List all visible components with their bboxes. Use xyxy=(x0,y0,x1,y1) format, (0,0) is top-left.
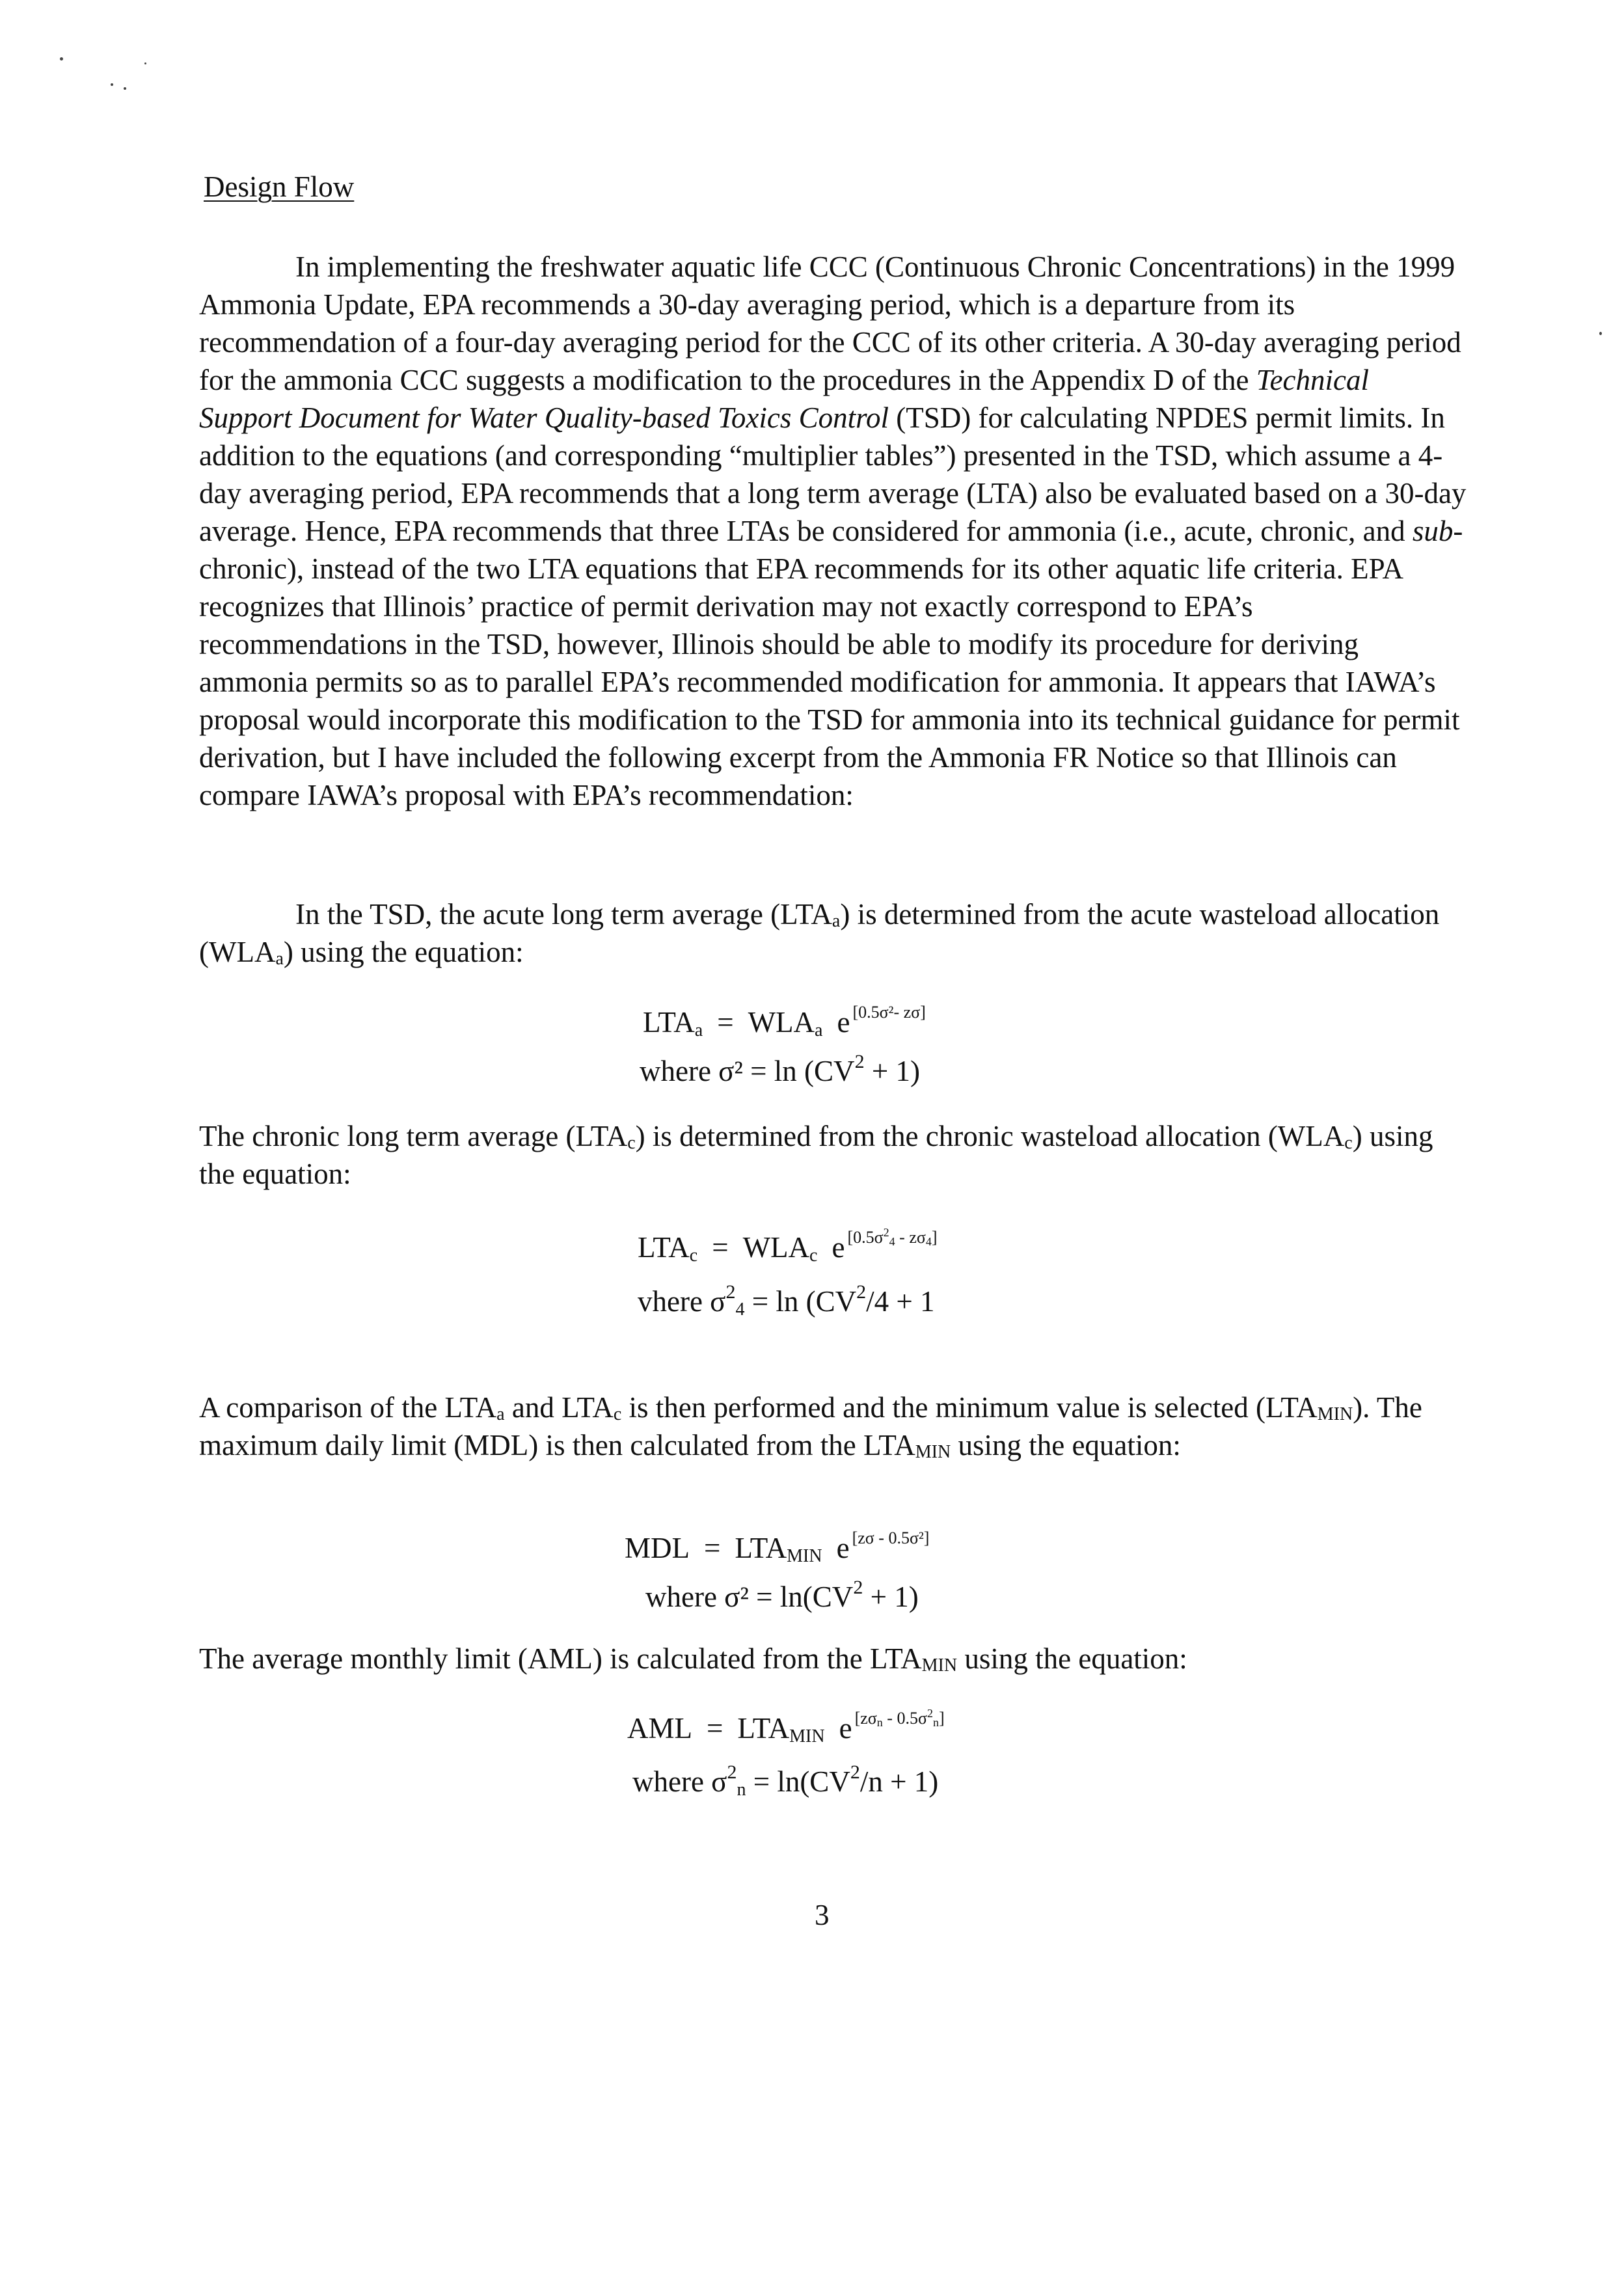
equation-chronic-lta xyxy=(638,1226,938,1271)
equation-aml-sigma xyxy=(632,1763,938,1800)
equation-term: vhere σ xyxy=(638,1285,726,1318)
superscript: 2 xyxy=(927,1707,933,1720)
equation-term: WLA xyxy=(748,1006,815,1039)
paragraph-text: -chronic), instead of the two LTA equations that EPA recommends for its other aquatic life criteria. EPA recognizes that Illinois’ practice of permit derivation may not exactly correspond to EPA’s recommendations in the TSD, however, Illinois should be able to modify its procedure for deriving ammonia permits so as to parallel EPA’s recommended modification for ammonia. It appears that IAWA’s proposal would incorporate this modification to the TSD for ammonia into its technical guidance for permit derivation, but I have included the following excerpt from the Ammonia FR Notice so that Illinois can compare IAWA’s proposal with EPA’s recommendation: xyxy=(199,515,1463,811)
superscript: 2 xyxy=(850,1761,860,1783)
equals-sign: = xyxy=(717,1006,734,1039)
paragraph-comparison xyxy=(199,1389,1468,1464)
equation-mdl-sigma xyxy=(645,1578,919,1616)
superscript: 2 xyxy=(727,1761,737,1783)
subscript: 4 xyxy=(925,1235,932,1248)
subscript: c xyxy=(809,1245,818,1266)
subscript: MIN xyxy=(1317,1404,1353,1424)
equation-term: /4 + 1 xyxy=(866,1285,935,1318)
equation-term: where σ² = ln(CV xyxy=(645,1581,854,1613)
equation-term: + 1) xyxy=(864,1055,920,1087)
superscript: 2 xyxy=(853,1577,863,1598)
paragraph-design-flow xyxy=(199,248,1468,814)
equals-sign: = xyxy=(707,1712,724,1745)
exponent-part: [zσ xyxy=(854,1709,877,1728)
subscript: c xyxy=(1344,1133,1353,1153)
paragraph-aml xyxy=(199,1640,1468,1678)
subscript: 4 xyxy=(735,1299,745,1320)
equation-term: LTA xyxy=(735,1532,787,1564)
subscript: c xyxy=(627,1133,636,1153)
subscript: n xyxy=(932,1716,939,1729)
page-number: 3 xyxy=(815,1899,830,1931)
equation-acute-sigma xyxy=(640,1052,920,1090)
paragraph-text: The chronic long term average (LTA xyxy=(199,1120,628,1152)
equation-term: = ln(CV xyxy=(746,1765,850,1798)
paragraph-text: is then performed and the minimum value is selected (LTA xyxy=(621,1391,1318,1424)
equals-sign: = xyxy=(704,1532,721,1564)
paragraph-text: ). The maximum daily limit (MDL) is then calculated from the LTA xyxy=(199,1391,1422,1461)
equation-term: = ln (CV xyxy=(744,1285,857,1318)
paragraph-text: ) using the equation: xyxy=(283,936,524,968)
section-heading: Design Flow xyxy=(204,170,355,203)
superscript: 2 xyxy=(725,1281,736,1303)
equation-aml xyxy=(627,1709,945,1752)
paragraph-text: In implementing the freshwater aquatic life CCC (Continuous Chronic Concentrations) in the 1999 Ammonia Update, EPA recommends a 30-day averaging period, which is a departure from its recommendation of a four-day averaging period for the CCC of its other criteria. A 30-day averaging period for the ammonia CCC suggests a modification to the procedures in the Appendix D of the xyxy=(199,251,1461,396)
exponent-part: ] xyxy=(931,1228,938,1247)
exponent-part: [0.5σ xyxy=(847,1228,884,1247)
subscript: c xyxy=(689,1245,698,1266)
paragraph-text: using the equation: xyxy=(957,1642,1187,1675)
subscript: a xyxy=(832,911,841,931)
exponent: [0.5σ²- zσ] xyxy=(852,1003,926,1022)
superscript: 2 xyxy=(883,1226,889,1239)
equals-sign: = xyxy=(712,1231,729,1264)
equation-term: /n + 1) xyxy=(859,1765,939,1798)
subscript: n xyxy=(876,1716,883,1729)
subscript: MIN xyxy=(789,1726,825,1746)
scan-speck xyxy=(124,87,126,90)
paragraph-chronic xyxy=(199,1117,1468,1193)
subscript: MIN xyxy=(921,1655,958,1676)
paragraph-text: ) using the equation: xyxy=(199,1120,1433,1190)
equation-term: AML xyxy=(627,1712,692,1745)
paragraph-text: ) is determined from the chronic wasteload allocation (WLA xyxy=(635,1120,1345,1152)
subscript: 4 xyxy=(889,1235,895,1248)
equation-term: e xyxy=(836,1532,850,1564)
paragraph-text: ) is determined from the acute wasteload allocation (WLA xyxy=(199,898,1440,968)
equation-chronic-sigma xyxy=(638,1283,934,1320)
equation-term: where σ xyxy=(632,1765,727,1798)
exponent-part: ] xyxy=(938,1709,945,1728)
subscript: a xyxy=(275,949,284,969)
equation-mdl xyxy=(625,1529,929,1571)
scan-speck xyxy=(60,57,63,61)
equation-term: LTA xyxy=(643,1006,695,1039)
paragraph-text: using the equation: xyxy=(951,1429,1181,1461)
equation-term: LTA xyxy=(737,1712,790,1745)
document-title: Technical Support Document for Water Quality-based Toxics Control xyxy=(199,364,1370,434)
paragraph-text: The average monthly limit (AML) is calculated from the LTA xyxy=(199,1642,922,1675)
equation-term: LTA xyxy=(638,1231,690,1264)
equation-term: e xyxy=(832,1231,845,1264)
paragraph-acute xyxy=(199,895,1468,971)
subscript: a xyxy=(815,1020,823,1040)
equation-term: e xyxy=(839,1712,852,1745)
scan-speck xyxy=(111,83,113,86)
paragraph-text: A comparison of the LTA xyxy=(199,1391,497,1424)
superscript: 2 xyxy=(854,1051,865,1072)
equation-term: WLA xyxy=(742,1231,810,1264)
superscript: 2 xyxy=(856,1281,867,1303)
subscript: c xyxy=(613,1404,622,1424)
exponent xyxy=(855,1709,945,1728)
equation-term: + 1) xyxy=(863,1581,919,1613)
exponent xyxy=(847,1228,937,1247)
exponent-part: - zσ xyxy=(895,1228,926,1247)
italic-word: sub xyxy=(1412,515,1454,547)
equation-term: e xyxy=(837,1006,850,1039)
subscript: MIN xyxy=(915,1442,951,1462)
exponent-part: - 0.5σ xyxy=(882,1709,927,1728)
scan-speck xyxy=(1599,332,1602,335)
scan-speck xyxy=(144,62,146,64)
paragraph-text: In the TSD, the acute long term average (LTA xyxy=(295,898,832,930)
equation-term: MDL xyxy=(625,1532,690,1564)
paragraph-text: and LTA xyxy=(504,1391,614,1424)
subscript: MIN xyxy=(787,1546,822,1566)
paragraph-text: (TSD) for calculating NPDES permit limits. In addition to the equations (and corresponding “multiplier tables”) presented in the TSD, which assume a 4-day averaging period, EPA recommends that a long term average (LTA) also be evaluated based on a 30-day average. Hence, EPA recommends that three LTAs be considered for ammonia (i.e., acute, chronic, and xyxy=(199,401,1467,547)
subscript: n xyxy=(737,1780,746,1800)
equation-term: where σ² = ln (CV xyxy=(640,1055,855,1087)
subscript: a xyxy=(496,1404,505,1424)
exponent: [zσ - 0.5σ²] xyxy=(852,1528,930,1547)
subscript: a xyxy=(694,1020,703,1040)
equation-acute-lta xyxy=(643,1003,926,1046)
